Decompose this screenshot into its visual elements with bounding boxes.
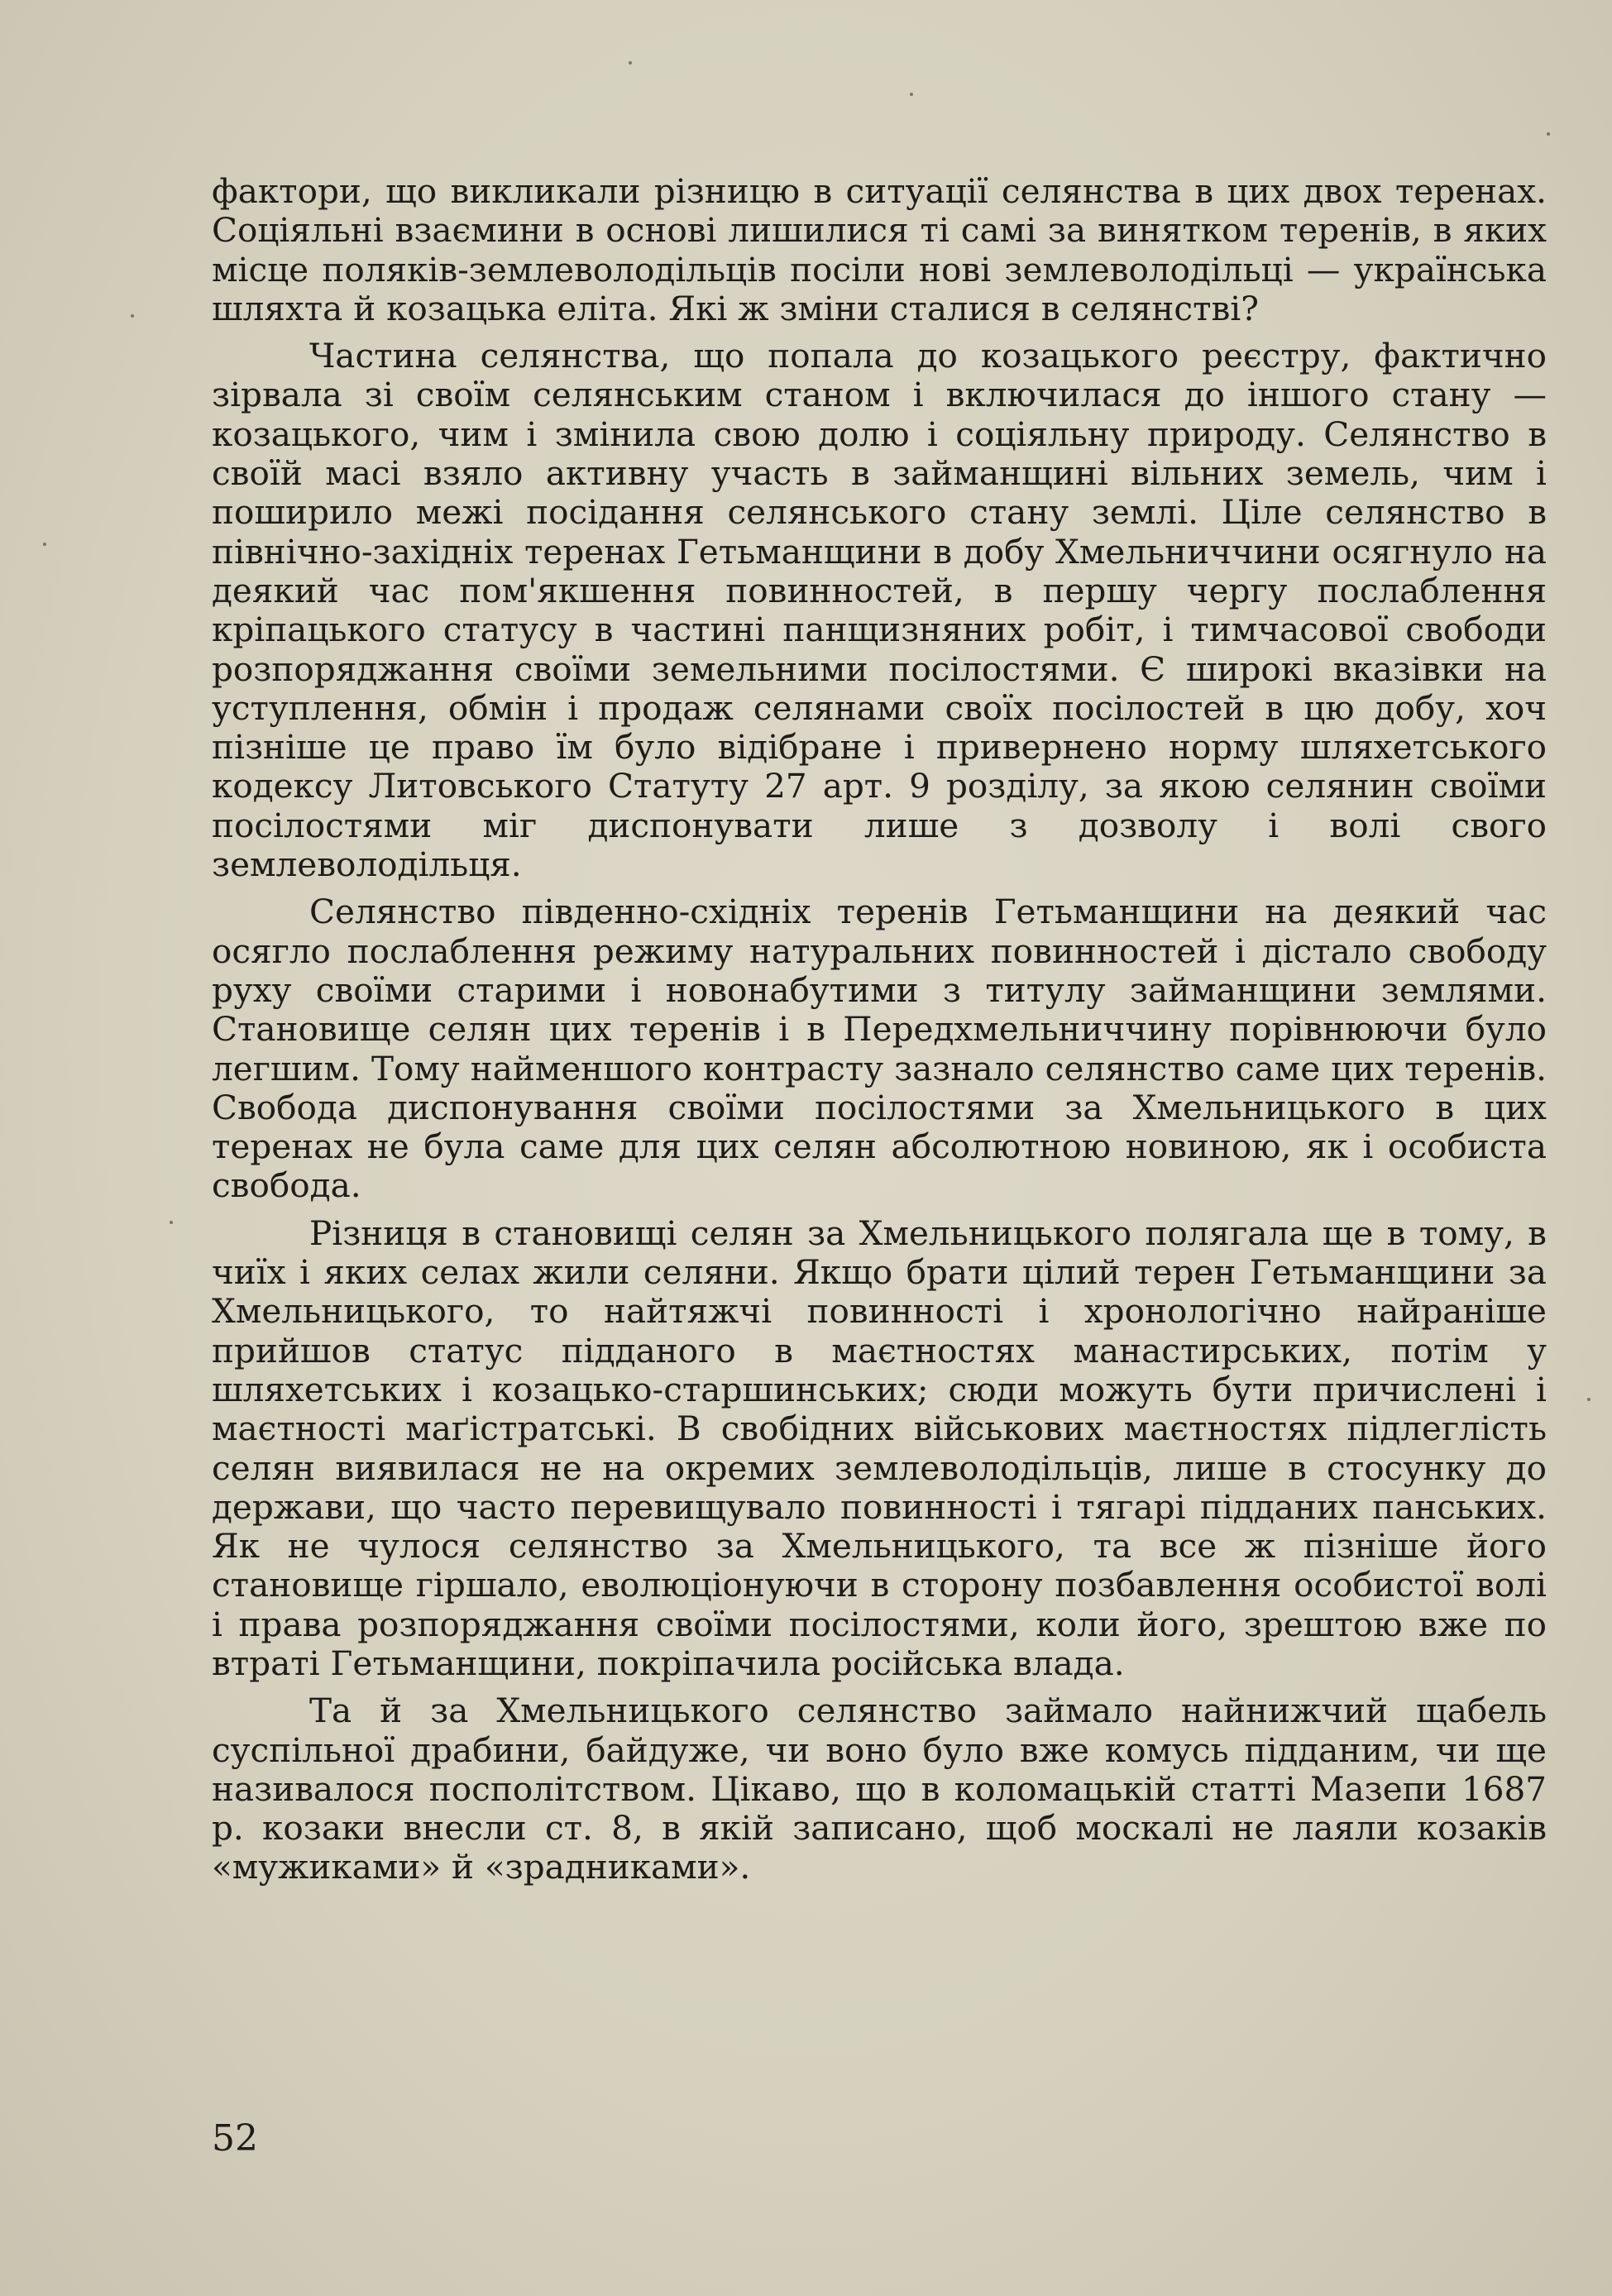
paragraph: Та й за Хмельницького селянство займало найнижчий щабель суспільної драбини, байдуже, чи воно було вже комусь підданим, чи ще називалося посполітством. Цікаво, що в коломацькій статті Мазепи 1687 р. козаки внесли ст. 8, в якій записано, щоб москалі не лаяли козаків «мужиками» й «зрадниками». <box>212 1691 1547 1887</box>
paper-speck <box>170 1221 173 1224</box>
paragraph: Різниця в становищі селян за Хмельницького полягала ще в тому, в чиїх і яких селах жили селяни. Якщо брати цілий терен Гетьманщини за Хмельницького, то найтяжчі повинності і хронологічно найраніше прийшов статус підданого в маєтностях манастирських, потім у шляхетських і козацько-старшинських; сюди можуть бути причислені і маєтності маґістратські. В свобідних військових маєтностях підлеглість селян виявилася не на окремих землеволодільців, лише в стосунку до держави, що часто перевищувало повинності і тягарі підданих панських. Як не чулося селянство за Хмельницького, та все ж пізніше його становище гіршало, еволюціонуючи в сторону позбавлення особистої волі і права розпоряджання своїми посілостями, коли його, зрештою вже по втраті Гетьманщини, покріпачила російська влада. <box>212 1213 1547 1683</box>
paragraph: Частина селянства, що попала до козацького реєстру, фактично зірвала зі своїм селянським станом і включилася до іншого стану — козацького, чим і змінила свою долю і соціяльну природу. Селянство в своїй масі взяло активну участь в займанщині вільних земель, чим і поширило межі посідання селянського стану землі. Ціле селянство в північно-західніх теренах Гетьманщини в добу Хмельниччини осягнуло на деякий час пом'якшення повинностей, в першу чергу послаблення кріпацького статусу в частині панщизняних робіт, і тимчасової свободи розпоряджання своїми земельними посілостями. Є широкі вказівки на уступлення, обмін і продаж селянами своїх посілостей в цю добу, хоч пізніше це право їм було відібране і привернено норму шляхетського кодексу Литовського Статуту 27 арт. 9 розділу, за якою селянин своїми посілостями міг диспонувати лише з дозволу і волі свого землеволодільця. <box>212 336 1547 885</box>
paper-speck <box>1547 132 1550 136</box>
body-text <box>212 172 1547 1896</box>
paper-speck <box>1587 1398 1590 1401</box>
paper-speck <box>910 93 913 96</box>
paragraph: Селянство південно-східніх теренів Гетьманщини на деякий час осягло послаблення режиму натуральних повинностей і дістало свободу руху своїми старими і новонабутими з титулу займанщини землями. Становище селян цих теренів і в Передхмельниччину порівнюючи було легшим. Тому найменшого контрасту зазнало селянство саме цих теренів. Свобода диспонування своїми посілостями за Хмельницького в цих теренах не була саме для цих селян абсолютною новиною, як і особиста свобода. <box>212 892 1547 1206</box>
page-number: 52 <box>212 2117 258 2160</box>
paper-speck <box>131 314 134 318</box>
paper-speck <box>43 543 46 546</box>
paper-speck <box>629 61 632 65</box>
paragraph: фактори, що викликали різницю в ситуації селянства в цих двох теренах. Соціяльні взаємини в основі лишилися ті самі за винятком теренів, в яких місце поляків-землеволодільців посіли нові землеволодільці — українська шляхта й козацька еліта. Які ж зміни сталися в селянстві? <box>212 171 1547 328</box>
